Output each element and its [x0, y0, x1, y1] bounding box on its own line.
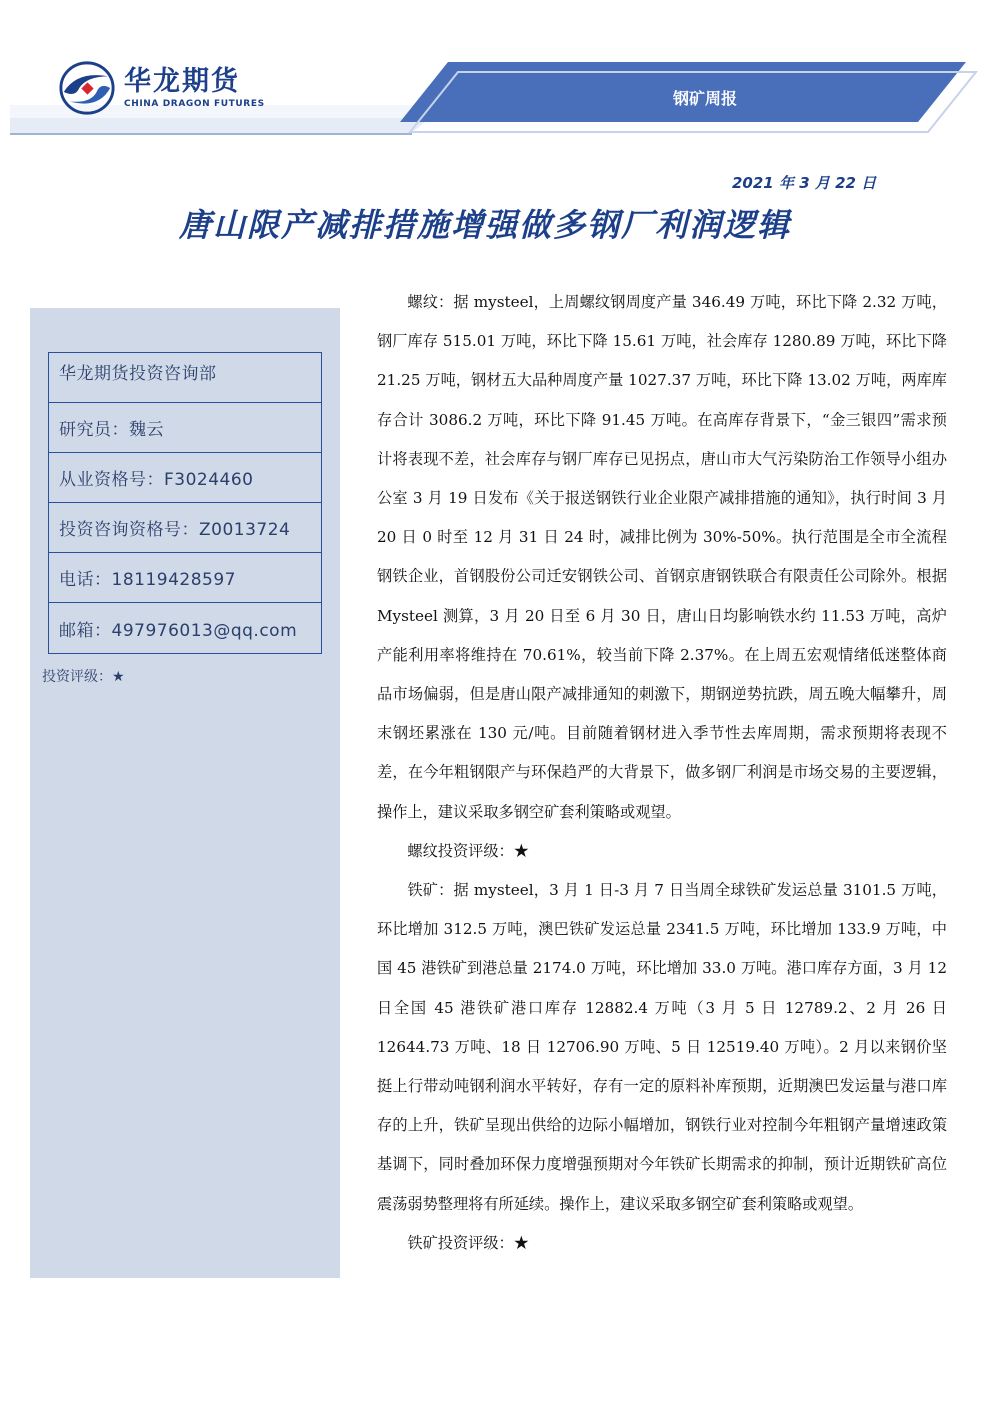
rebar-rating: 螺纹投资评级：★ — [407, 841, 529, 860]
rebar-paragraph: 螺纹：据 mysteel，上周螺纹钢周度产量 346.49 万吨，环比下降 2.32 万吨，钢厂库存 515.01 万吨，环比下降 15.61 万吨，社会库存 1280.89 万吨，环比下降 21.25 万吨，钢材五大品种周度产量 1027.37 万吨，环比下降 13.02 万吨，两库库存合计 3086.2 万吨，环比下降 91.45 万吨。在高库存背景下，“金三银四”需求预计将表现不差，社会库存与钢厂库存已见拐点，唐山市大气污染防治工作领导小组办公室 3 月 19 日发布《关于报送钢铁行业企业限产减排措施的通知》，执行时间 3 月 20 日 0 时至 12 月 31 日 24 时，减排比例为 30%-50%。执行范围是全市全流程钢铁企业，首钢股份公司迁安钢铁公司、首钢京唐钢铁联合有限责任公司除外。根据 Mysteel 测算，3 月 20 日至 6 月 30 日，唐山日均影响铁水约 11.53 万吨，高炉产能利用率将维持在 70.61%，较当前下降 2.37%。在上周五宏观情绪低迷整体商品市场偏弱，但是唐山限产减排通知的刺激下，期钢逆势抗跌，周五晚大幅攀升，周末钢坯累涨在 130 元/吨。目前随着钢材进入季节性去库周期，需求预期将表现不差，在今年粗钢限产与环保趋严的大背景下，做多钢厂利润是市场交易的主要逻辑，操作上，建议采取多钢空矿套利策略或观望。 — [377, 293, 947, 821]
department-row: 华龙期货投资咨询部 — [49, 353, 321, 403]
report-body — [377, 283, 947, 1263]
analyst-row: 研究员：魏云 — [49, 403, 321, 453]
logo-english-name: CHINA DRAGON FUTURES — [124, 99, 265, 109]
page-header — [0, 0, 992, 150]
report-date: 2021 年 3 月 22 日 — [732, 174, 877, 192]
iron-ore-rating: 铁矿投资评级：★ — [407, 1233, 529, 1252]
email-row: 邮箱：497976013@qq.com — [59, 620, 298, 641]
logo-chinese-name: 华龙期货 — [124, 66, 240, 97]
sidebar-investment-rating: 投资评级：★ — [42, 669, 125, 685]
license-row: 从业资格号：F3024460 — [49, 453, 321, 503]
phone-row: 电话：18119428597 — [49, 553, 321, 603]
iron-ore-paragraph: 铁矿：据 mysteel，3 月 1 日-3 月 7 日当周全球铁矿发运总量 3101.5 万吨，环比增加 312.5 万吨，澳巴铁矿发运总量 2341.5 万吨，环比增加 133.9 万吨，中国 45 港铁矿到港总量 2174.0 万吨，环比增加 33.0 万吨。港口库存方面，3 月 12 日全国 45 港铁矿港口库存 12882.4 万吨（3 月 5 日 12789.2、2 月 26 日 12644.73 万吨、18 日 12706.90 万吨、5 日 12519.40 万吨）。2 月以来钢价坚挺上行带动吨钢利润水平转好，存有一定的原料补库预期，近期澳巴发运量与港口库存的上升，铁矿呈现出供给的边际小幅增加，钢铁行业对控制今年粗钢产量增速政策基调下，同时叠加环保力度增强预期对今年铁矿长期需求的抑制，预计近期铁矿高位震荡弱势整理将有所延续。操作上，建议采取多钢空矿套利策略或观望。 — [377, 881, 947, 1213]
company-logo — [58, 58, 265, 118]
contact-table — [48, 352, 322, 654]
report-title: 唐山限产减排措施增强做多钢厂利润逻辑 — [178, 206, 791, 244]
dragon-logo-icon — [58, 59, 116, 117]
advisory-license-row: 投资咨询资格号：Z0013724 — [49, 503, 321, 553]
report-type-label: 钢矿周报 — [672, 89, 737, 108]
